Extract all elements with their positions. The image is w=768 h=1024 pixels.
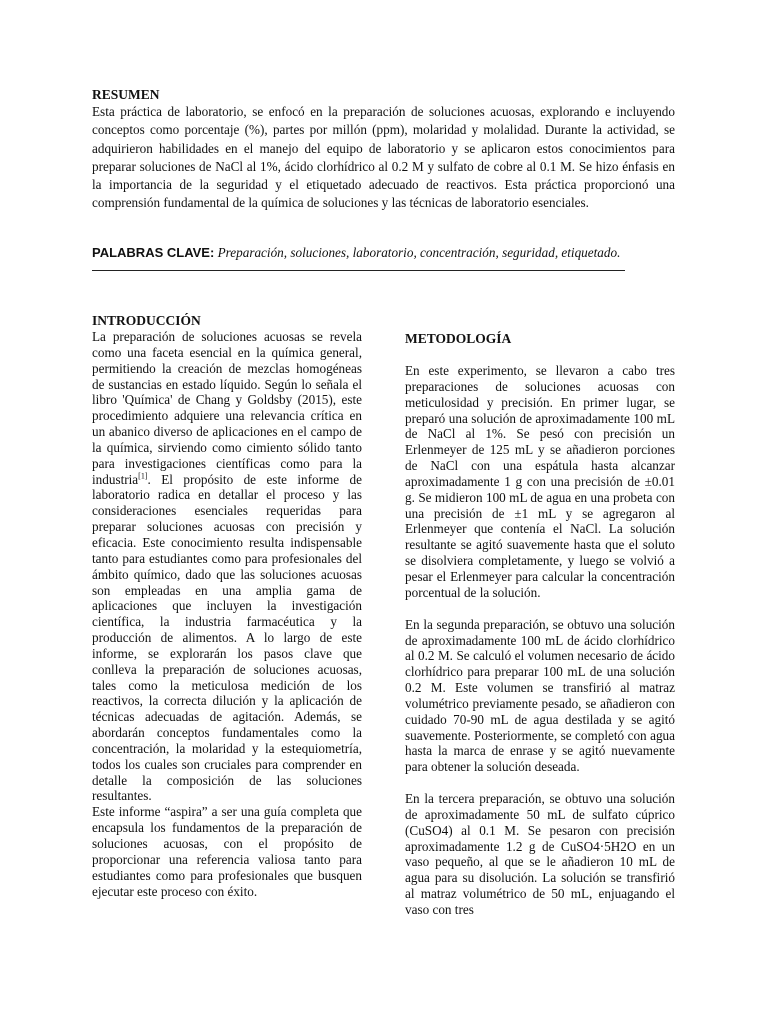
keywords-text: Preparación, soluciones, laboratorio, concentración, seguridad, etiquetado.	[217, 245, 621, 260]
methodology-paragraph-3: En la tercera preparación, se obtuvo una solución de aproximadamente 50 mL de sulfato cúprico (CuSO4) al 0.1 M. Se pesaron con precisión aproximadamente 1.2 g de CuSO4·5H2O en un vaso pequeño, al que se le añadieron 10 mL de agua para su disolución. La solución se transfirió al matraz volumétrico de 50 mL, enjuagando el vaso con tres	[405, 791, 675, 917]
abstract-heading: RESUMEN	[92, 87, 160, 102]
keywords-label: PALABRAS CLAVE:	[92, 245, 215, 260]
introduction-text-part-1: La preparación de soluciones acuosas se revela como una faceta esencial en la química general, permitiendo la creación de mezclas homogéneas de sustancias en estado líquido. Según lo señala el libro 'Química' de Chang y Goldsby (2015), este procedimiento adquiere una relevancia crítica en un abanico diverso de aplicaciones en el campo de la química, sirviendo como cimiento sólido tanto para investigaciones científicas como para la industria	[92, 329, 362, 487]
introduction-section	[92, 312, 362, 899]
section-divider	[92, 270, 625, 271]
methodology-paragraph-2: En la segunda preparación, se obtuvo una solución de aproximadamente 100 mL de ácido clorhídrico al 0.2 M. Se calculó el volumen necesario de ácido clorhídrico para preparar 100 mL de una solución 0.2 M. Este volumen se transfirió al matraz volumétrico previamente pesado, se añadieron con cuidado 70-90 mL de agua destilada y se agitó suavemente. Posteriormente, se completó con agua hasta la marca de enrase y se agitó nuevamente para obtener la solución deseada.	[405, 616, 675, 775]
abstract-text: Esta práctica de laboratorio, se enfocó en la preparación de soluciones acuosas, explorando e incluyendo conceptos como porcentaje (%), partes por millón (ppm), molaridad y molalidad. Durante la actividad, se adquirieron habilidades en el manejo del equipo de laboratorio y se aplicaron estos conocimientos para preparar soluciones de NaCl al 1%, ácido clorhídrico al 0.2 M y sulfato de cobre al 0.1 M. Se hizo énfasis en la importancia de la seguridad y el etiquetado adecuado de reactivos. Esta práctica proporcionó una comprensión fundamental de la química de soluciones y las técnicas de laboratorio esenciales.	[92, 104, 675, 211]
introduction-paragraph-1	[92, 329, 362, 804]
introduction-heading: INTRODUCCIÓN	[92, 313, 201, 328]
methodology-paragraph-1: En este experimento, se llevaron a cabo tres preparaciones de soluciones acuosas con meticulosidad y precisión. En primer lugar, se preparó una solución de aproximadamente 100 mL de NaCl al 1%. Se pesó con precisión un Erlenmeyer de 125 mL y se añadieron porciones de NaCl con una espátula hasta alcanzar aproximadamente 1 g con una precisión de ±0.01 g. Se midieron 100 mL de agua en una probeta con una precisión de ±1 mL y se agregaron al Erlenmeyer que contenía el NaCl. La solución resultante se agitó suavemente hasta que el soluto se disolviera completamente, y luego se volvió a pesar el Erlenmeyer para calcular la concentración porcentual de la solución.	[405, 363, 675, 600]
introduction-text-part-2: . El propósito de este informe de laboratorio radica en detallar el proceso y las consideraciones esenciales requeridas para preparar soluciones acuosas con precisión y eficacia. Este conocimiento resulta indispensable tanto para estudiantes como para profesionales del ámbito químico, dado que las soluciones acuosas son empleadas en una amplia gama de aplicaciones que incluyen la investigación científica, la industria farmacéutica y la producción de alimentos. A lo largo de este informe, se explorarán los pasos clave que conlleva la preparación de soluciones acuosas, tales como la meticulosa medición de los reactivos, la correcta dilución y la aplicación de técnicas adecuadas de agitación. Además, se abordarán conceptos fundamentales como la concentración, la molaridad y la estequiometría, todos los cuales son cruciales para comprender en detalle la composición de las soluciones resultantes.	[92, 471, 362, 804]
citation-reference: [1]	[138, 471, 148, 481]
methodology-section	[405, 330, 675, 918]
abstract-section	[92, 86, 675, 213]
introduction-paragraph-2: Este informe “aspira” a ser una guía completa que encapsula los fundamentos de la preparación de soluciones acuosas, con el propósito de proporcionar una referencia valiosa tanto para estudiantes como para profesionales que busquen ejecutar este proceso con éxito.	[92, 804, 362, 899]
keywords-line	[92, 244, 675, 262]
methodology-heading: METODOLOGÍA	[405, 331, 512, 346]
